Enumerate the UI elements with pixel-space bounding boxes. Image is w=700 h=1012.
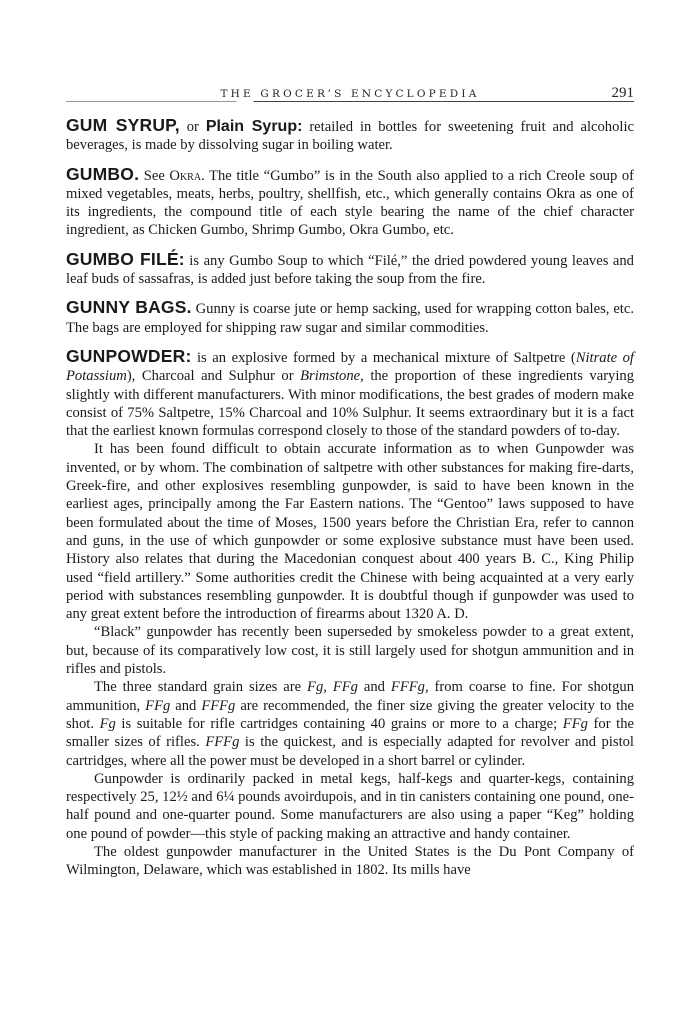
entry-text: are recommended, the finer size giving the greater velocity to the shot. <box>66 697 634 732</box>
entry-text: The three standard grain sizes are <box>94 679 308 696</box>
entry-gumbo-file <box>66 250 634 289</box>
italic-term: FFFg <box>205 734 240 751</box>
entry-paragraph <box>66 165 634 240</box>
entry-paragraph: The oldest gunpowder manufacturer in the United States is the Du Pont Company of Wilmington, Delaware, which was established in 1802. Its mills have <box>66 843 634 879</box>
italic-term: Brimstone, <box>300 368 364 385</box>
entry-gunpowder <box>66 347 634 880</box>
entry-text: is any Gumbo Soup to which “Filé,” the dried powdered young leaves and leaf buds of sassafras, is added just before taking the soup from the fire. <box>66 252 634 288</box>
running-head <box>66 85 634 105</box>
sub-headword: Plain Syrup: <box>205 118 303 135</box>
running-title: THE GROCER’S ENCYCLOPEDIA <box>220 88 480 100</box>
headword: GUM SYRUP, <box>66 115 180 135</box>
italic-term: Fg <box>99 715 116 732</box>
entry-text: is an explosive formed by a mechanical mixture of Saltpetre ( <box>191 349 576 366</box>
entry-text: . The title “Gumbo” is in the South also applied to a rich Creole soup of mixed vegetables, meats, herbs, poultry, shellfish, etc., which generally contains Okra as one of its ingredients, the compound title of each style bearing the name of the chief character ingredient, as Chicken Gumbo, Shrimp Gumbo, Okra Gumbo, etc. <box>66 167 634 239</box>
headword: GUNPOWDER: <box>66 345 192 366</box>
italic-term: FFFg, <box>390 679 429 696</box>
entry-text: and <box>170 697 202 714</box>
entry-paragraph <box>66 116 634 155</box>
see-label: See <box>139 167 170 184</box>
entry-paragraph: “Black” gunpowder has recently been superseded by smokeless powder to a great extent, but, because of its comparatively low cost, it is still largely used for shotgun ammunition and in rifles and pistols. <box>66 624 634 678</box>
italic-term: FFFg <box>201 697 236 714</box>
headword: GUMBO FILÉ: <box>66 248 185 269</box>
entry-text: ), Charcoal and Sulphur or <box>126 368 301 385</box>
entry-gumbo <box>66 165 634 240</box>
entry-text: is the quickest, and is especially adapted for revolver and pistol cartridges, where all the power must be developed in a short barrel or cylinder. <box>66 734 634 769</box>
page-number: 291 <box>611 85 634 101</box>
entry-text: Gunny is coarse jute or hemp sacking, used for wrapping cotton bales, etc. The bags are employed for shipping raw sugar and similar commodities. <box>66 301 634 336</box>
header-rule <box>66 101 634 102</box>
entry-gunny-bags <box>66 298 634 337</box>
entry-text: for the smaller sizes of rifles. <box>66 715 634 751</box>
entry-paragraph <box>66 678 634 769</box>
italic-term: Fg, FFg <box>307 679 358 696</box>
entry-text: the proportion of these ingredients varying slightly with different manufacturers. With minor modifications, the best grades of modern make consist of 75% Saltpetre, 15% Charcoal and 10% Sulphur. It seems extraordinary but it is a fact that the earliest known formulas correspond closely to those of the standard powders of to-day. <box>66 368 634 440</box>
headword: GUNNY BAGS. <box>66 297 192 318</box>
entry-gum-syrup <box>66 116 634 155</box>
italic-term: FFg <box>145 697 171 714</box>
headword: GUMBO. <box>66 163 140 184</box>
italic-term: Nitrate of Potassium <box>66 349 634 385</box>
body-text <box>66 116 634 890</box>
entry-text: from coarse to fine. For shotgun ammunition, <box>66 679 634 714</box>
entry-paragraph: It has been found difficult to obtain accurate information as to when Gunpowder was invented, or by whom. The combination of saltpetre with other substances for making fire-darts, Greek-fire, and other explosives resembling gunpowder, is said to have been known in the earliest ages, principally among the Far Eastern nations. The “Gentoo” laws supposed to have been formulated about the time of Moses, 1500 years before the Christian Era, refer to cannon and guns, in the use of which gunpowder or some explosive substance must have been used. History also relates that during the Macedonian conquest about 400 years B. C., King Philip used “field artillery.” Some authorities credit the Chinese with being acquainted at a very early period with substances resembling gunpowder. It is doubtful though if gunpowder was used to any great extent before the introduction of firearms about 1320 A. D. <box>66 441 634 623</box>
entry-paragraph <box>66 250 634 289</box>
entry-paragraph <box>66 298 634 337</box>
connector: or <box>179 119 206 135</box>
entry-text: is suitable for rifle cartridges containing 40 grains or more to a charge; <box>115 715 563 732</box>
entry-paragraph <box>66 347 634 440</box>
italic-term: FFg <box>562 715 588 732</box>
entry-text: retailed in bottles for sweetening fruit and alcoholic beverages, is made by dissolving sugar in boiling water. <box>66 119 634 154</box>
cross-reference: Okra <box>169 167 202 184</box>
entry-paragraph: Gunpowder is ordinarily packed in metal kegs, half-kegs and quarter-kegs, containing respectively 25, 12½ and 6¼ pounds avoirdupois, and in tin canisters containing one pound, one-half pound and one-quarter pound. Some manufacturers are also using a paper “Keg” holding one pound of powder—this style of packing making an attractive and handy container. <box>66 770 634 842</box>
entry-text: and <box>357 679 391 696</box>
